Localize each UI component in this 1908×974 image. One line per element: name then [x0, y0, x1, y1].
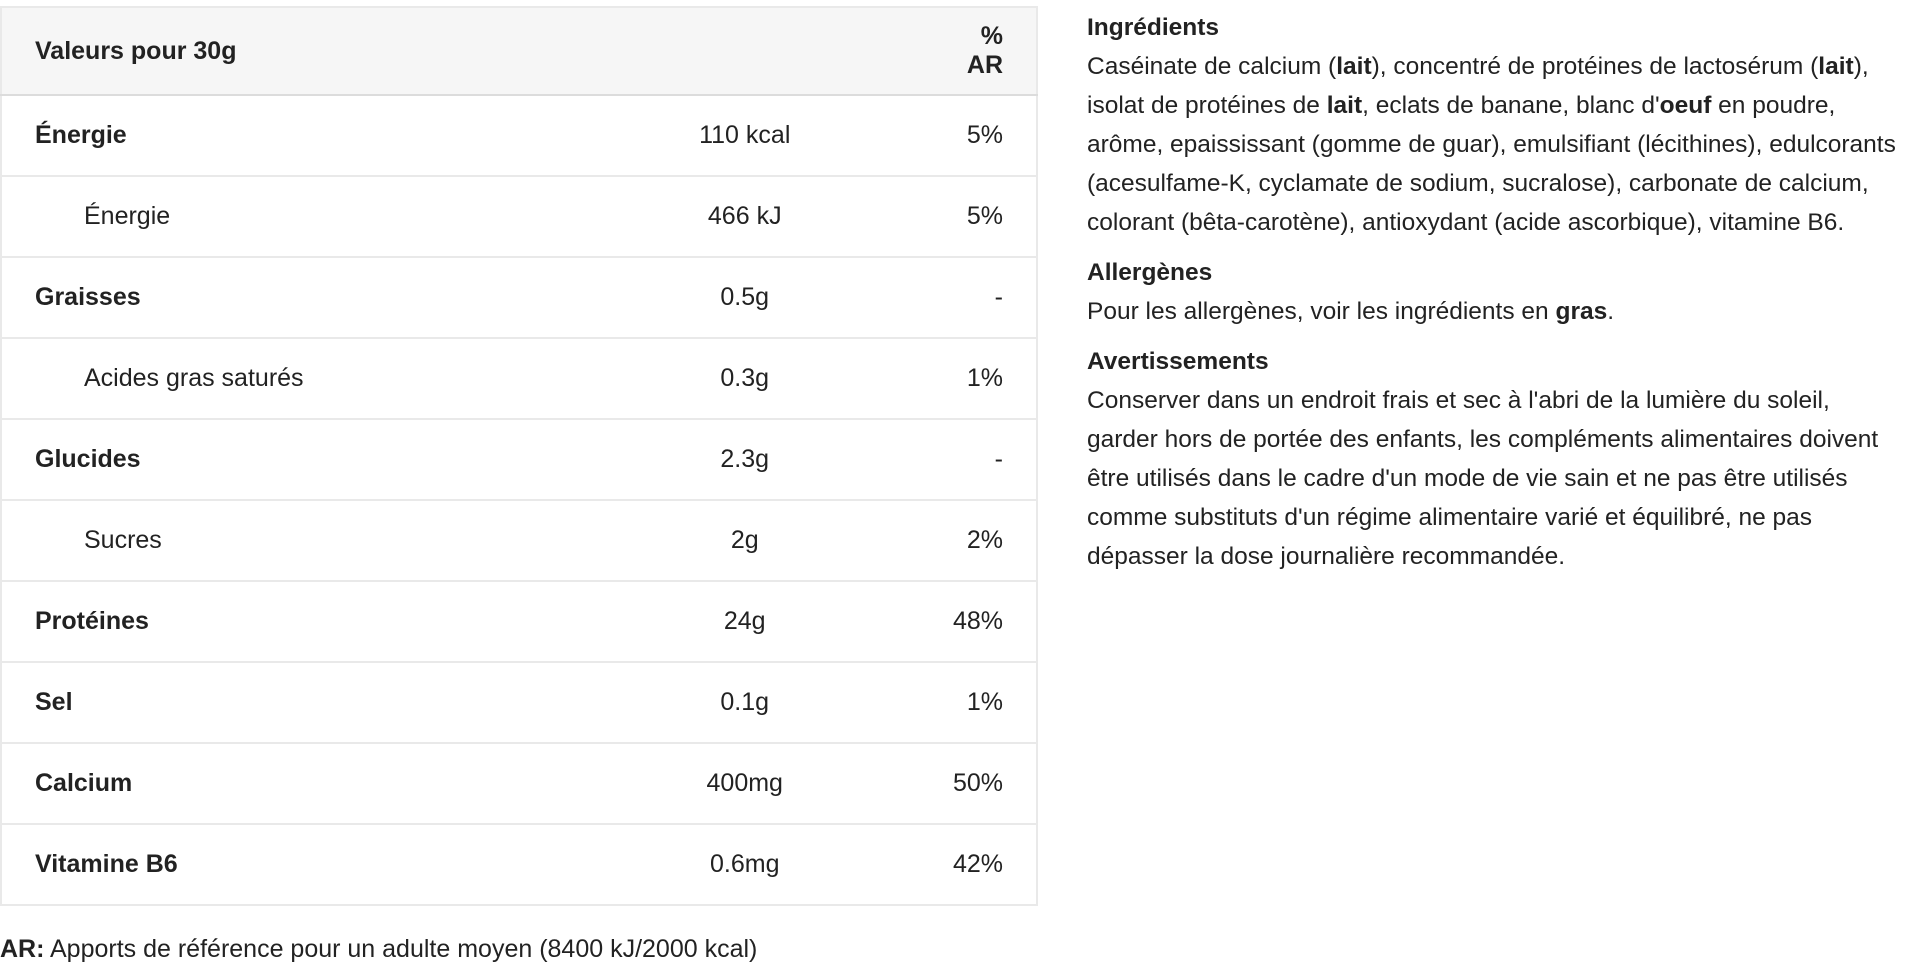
table-row [1, 95, 1037, 176]
text-segment: en poudre, arôme, epaississant (gomme de guar), emulsifiant (lécithines), edulcorants (acesulfame-K, cyclamate de sodium, sucralose), carbonate de calcium, colorant (bêta-carotène), antioxydant (acide ascorbique), vitamine B6. [1087, 92, 1896, 236]
table-row [1, 500, 1037, 581]
allergens-section [1087, 253, 1907, 331]
table-row [1, 662, 1037, 743]
nutrition-table [0, 6, 1038, 906]
nutrient-ar: 2% [920, 500, 1037, 581]
allergen-highlight: lait [1818, 53, 1854, 80]
nutrient-name: Glucides [1, 419, 570, 500]
footnote [0, 934, 757, 964]
nutrient-value: 0.6mg [570, 824, 920, 905]
allergens-text [1087, 292, 1907, 331]
ingredients-text [1087, 47, 1907, 242]
nutrient-value: 466 kJ [570, 176, 920, 257]
warnings-text [1087, 381, 1907, 576]
nutrient-value: 0.3g [570, 338, 920, 419]
nutrient-value: 2g [570, 500, 920, 581]
table-row [1, 257, 1037, 338]
header-value [570, 7, 920, 95]
nutrient-ar: - [920, 419, 1037, 500]
nutrient-name: Énergie [1, 176, 570, 257]
ingredients-title: Ingrédients [1087, 14, 1220, 41]
nutrient-name: Sel [1, 662, 570, 743]
nutrient-name: Vitamine B6 [1, 824, 570, 905]
nutrient-ar: 5% [920, 95, 1037, 176]
table-row [1, 824, 1037, 905]
nutrient-value: 110 kcal [570, 95, 920, 176]
nutrient-ar: 1% [920, 338, 1037, 419]
nutrient-ar: - [920, 257, 1037, 338]
allergen-highlight: oeuf [1659, 92, 1712, 119]
text-segment: Caséinate de calcium ( [1087, 53, 1337, 80]
text-segment: Conserver dans un endroit frais et sec à l'abri de la lumière du soleil, garder hors de portée des enfants, les compléments alimentaires doivent être utilisés dans le cadre d'un mode de vie sain et ne pas être utilisés comme substituts d'un régime alimentaire varié et équilibré, ne pas dépasser la dose journalière recommandée. [1087, 387, 1879, 570]
nutrient-ar: 5% [920, 176, 1037, 257]
text-segment: Pour les allergènes, voir les ingrédients en [1087, 298, 1556, 325]
table-row [1, 581, 1037, 662]
text-segment: ), isolat de protéines de [1087, 53, 1869, 119]
table-row [1, 419, 1037, 500]
text-segment: ), concentré de protéines de lactosérum ( [1371, 53, 1819, 80]
warnings-title: Avertissements [1087, 348, 1269, 375]
nutrient-value: 24g [570, 581, 920, 662]
header-ar: % AR [920, 7, 1037, 95]
footnote-label: AR: [0, 935, 45, 963]
ingredients-section [1087, 8, 1907, 242]
allergen-highlight: gras [1555, 298, 1608, 325]
nutrient-value: 400mg [570, 743, 920, 824]
nutrient-ar: 48% [920, 581, 1037, 662]
nutrient-ar: 50% [920, 743, 1037, 824]
table-row [1, 743, 1037, 824]
allergens-title: Allergènes [1087, 259, 1213, 286]
nutrient-name: Acides gras saturés [1, 338, 570, 419]
nutrient-name: Graisses [1, 257, 570, 338]
nutrient-value: 0.1g [570, 662, 920, 743]
nutrient-value: 0.5g [570, 257, 920, 338]
footnote-text: Apports de référence pour un adulte moyen (8400 kJ/2000 kcal) [44, 935, 758, 963]
nutrient-ar: 42% [920, 824, 1037, 905]
nutrient-name: Sucres [1, 500, 570, 581]
table-row [1, 338, 1037, 419]
nutrient-name: Calcium [1, 743, 570, 824]
product-info-panel [1087, 8, 1907, 587]
nutrient-value: 2.3g [570, 419, 920, 500]
text-segment: , eclats de banane, blanc d' [1362, 92, 1660, 119]
nutrition-rows [1, 95, 1037, 905]
nutrition-panel [0, 6, 1040, 906]
nutrient-name: Énergie [1, 95, 570, 176]
header-serving: Valeurs pour 30g [1, 7, 570, 95]
table-row [1, 176, 1037, 257]
table-header-row [1, 7, 1037, 95]
nutrient-ar: 1% [920, 662, 1037, 743]
warnings-section [1087, 342, 1907, 576]
text-segment: . [1607, 298, 1615, 325]
allergen-highlight: lait [1336, 53, 1372, 80]
nutrient-name: Protéines [1, 581, 570, 662]
allergen-highlight: lait [1326, 92, 1363, 119]
